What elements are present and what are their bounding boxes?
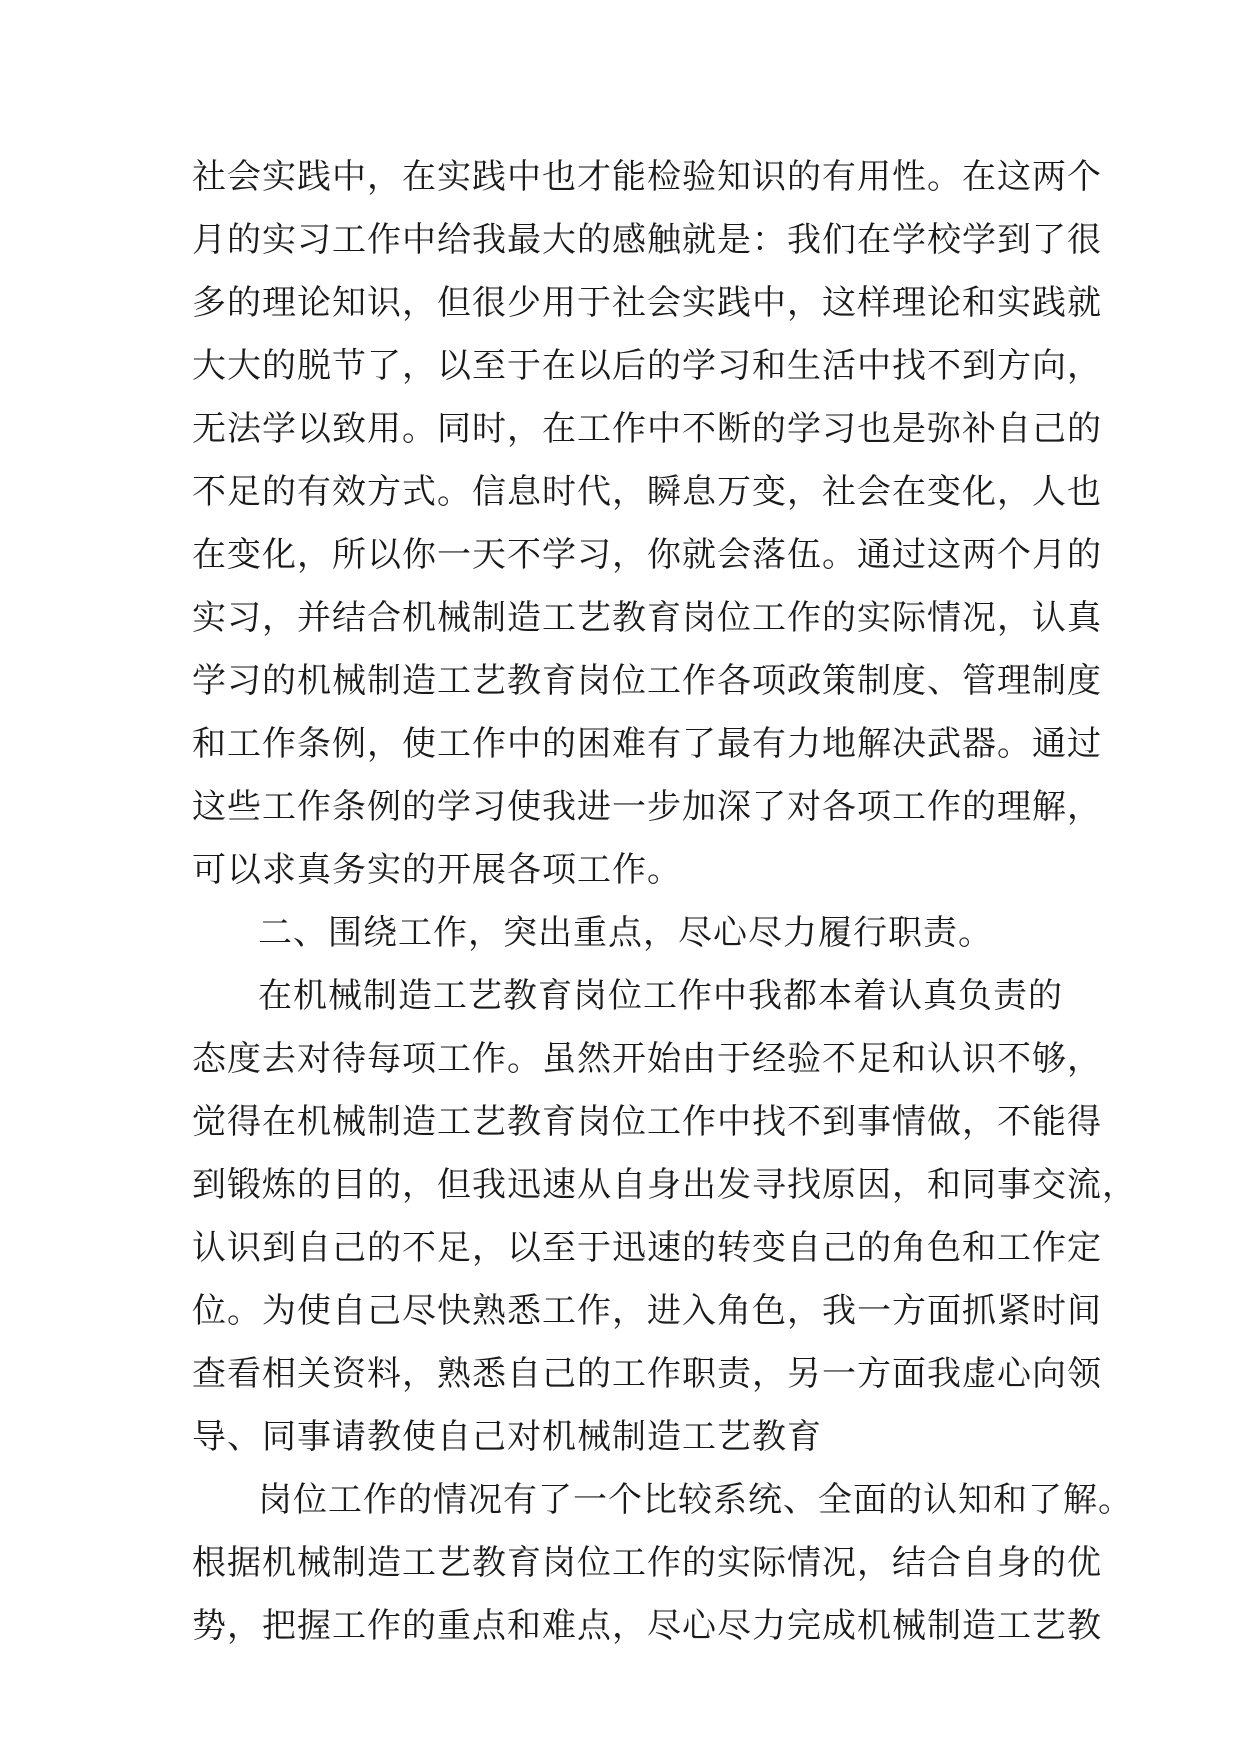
text-line: 实习，并结合机械制造工艺教育岗位工作的实际情况，认真 (192, 598, 1102, 638)
text-line: 可以求真务实的开展各项工作。 (192, 850, 682, 890)
body-text (192, 146, 1137, 1658)
text-line: 导、同事请教使自己对机械制造工艺教育 (192, 1417, 822, 1457)
text-line: 在变化，所以你一天不学习，你就会落伍。通过这两个月的 (192, 535, 1102, 575)
text-line: 和工作条例，使工作中的困难有了最有力地解决武器。通过 (192, 724, 1102, 764)
text-line: 认识到自己的不足，以至于迅速的转变自己的角色和工作定 (192, 1228, 1102, 1268)
text-line: 到锻炼的目的，但我迅速从自身出发寻找原因，和同事交流， (192, 1165, 1137, 1205)
text-line: 态度去对待每项工作。虽然开始由于经验不足和认识不够， (192, 1039, 1102, 1079)
text-line: 无法学以致用。同时，在工作中不断的学习也是弥补自己的 (192, 409, 1102, 449)
text-line: 月的实习工作中给我最大的感触就是：我们在学校学到了很 (192, 220, 1102, 260)
text-line: 社会实践中，在实践中也才能检验知识的有用性。在这两个 (192, 157, 1102, 197)
section-heading: 二、围绕工作，突出重点，尽心尽力履行职责。 (258, 913, 993, 953)
text-line: 学习的机械制造工艺教育岗位工作各项政策制度、管理制度 (192, 661, 1102, 701)
text-line: 根据机械制造工艺教育岗位工作的实际情况，结合自身的优 (192, 1543, 1102, 1583)
text-line: 位。为使自己尽快熟悉工作，进入角色，我一方面抓紧时间 (192, 1291, 1102, 1331)
text-line: 不足的有效方式。信息时代，瞬息万变，社会在变化，人也 (192, 472, 1102, 512)
text-line: 觉得在机械制造工艺教育岗位工作中找不到事情做，不能得 (192, 1102, 1102, 1142)
text-line: 在机械制造工艺教育岗位工作中我都本着认真负责的 (258, 976, 1063, 1016)
text-line: 势，把握工作的重点和难点，尽心尽力完成机械制造工艺教 (192, 1606, 1102, 1646)
text-line: 岗位工作的情况有了一个比较系统、全面的认知和了解。 (258, 1480, 1133, 1520)
text-line: 这些工作条例的学习使我进一步加深了对各项工作的理解， (192, 787, 1102, 827)
text-line: 多的理论知识，但很少用于社会实践中，这样理论和实践就 (192, 283, 1102, 323)
text-line: 查看相关资料，熟悉自己的工作职责，另一方面我虚心向领 (192, 1354, 1102, 1394)
text-line: 大大的脱节了，以至于在以后的学习和生活中找不到方向， (192, 346, 1102, 386)
